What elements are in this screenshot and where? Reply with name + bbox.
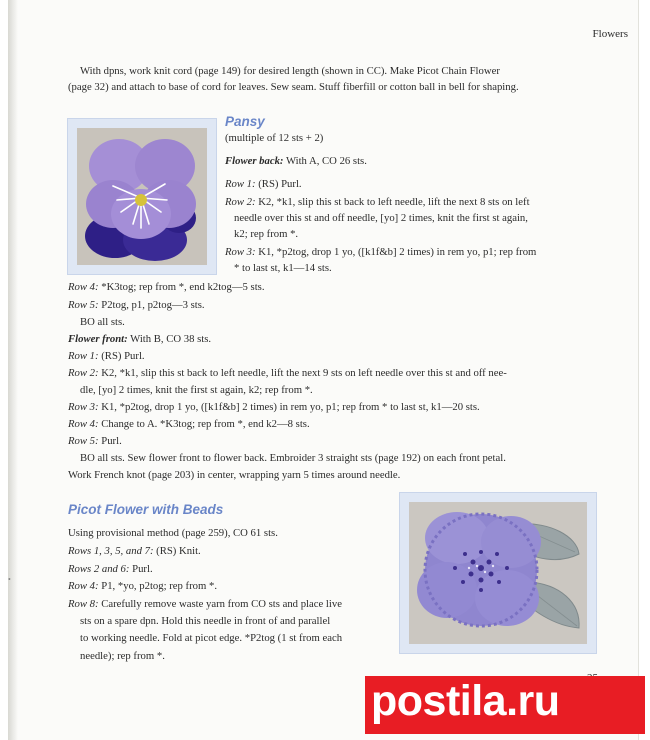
row-continuation: dle, [yo] 2 times, knit the first st again, k2; rep from *.	[80, 384, 313, 396]
row-text: Purl.	[129, 563, 153, 575]
pansy-heading: Pansy	[225, 114, 265, 129]
flower-back-text: With A, CO 26 sts.	[283, 155, 367, 167]
pansy-multiple: (multiple of 12 sts + 2)	[225, 132, 324, 144]
picot-photo	[399, 492, 597, 654]
postila-watermark	[365, 676, 645, 734]
pansy-image	[77, 128, 207, 265]
pansy-finish-line: Work French knot (page 203) in center, wrapping yarn 5 times around needle.	[68, 469, 401, 481]
row-label: Row 2:	[225, 196, 256, 208]
row-text: K2, *k1, slip this st back to left needle, lift the next 9 sts on left needle over this st and off nee-	[98, 367, 507, 379]
flower-front-text: With B, CO 38 sts.	[127, 333, 212, 345]
row-text: Purl.	[98, 435, 122, 447]
row-continuation: * to last st, k1—14 sts.	[234, 262, 332, 274]
row-text: K1, *p2tog, drop 1 yo, ([k1f&b] 2 times) in rem yo, p1; rep from	[255, 246, 537, 258]
pansy-front-row	[68, 418, 310, 431]
flower-front-label: Flower front:	[68, 333, 128, 345]
picot-flower-illustration	[409, 502, 587, 644]
pansy-finish-line: BO all sts. Sew flower front to flower back. Embroider 3 straight sts (page 192) on each front petal.	[80, 452, 506, 464]
row-label: Row 5:	[68, 435, 99, 447]
pansy-front-row	[68, 401, 480, 414]
picot-line	[68, 580, 217, 593]
row-text: K2, *k1, slip this st back to left needle, lift the next 8 sts on left	[255, 196, 530, 208]
picot-heading: Picot Flower with Beads	[68, 502, 224, 517]
picot-line: to working needle. Fold at picot edge. *P2tog (1 st from each	[80, 632, 343, 644]
pansy-flower-front	[68, 333, 211, 346]
picot-line	[68, 598, 342, 611]
watermark-text: postila.ru	[371, 677, 560, 725]
pansy-flower-back	[225, 155, 367, 168]
row-text: Using provisional method (page 259), CO 61 sts.	[68, 527, 278, 539]
row-label: Rows 2 and 6:	[68, 563, 130, 575]
pansy-photo	[67, 118, 217, 275]
picot-line: sts on a spare dpn. Hold this needle in front of and parallel	[80, 615, 331, 627]
intro-line: With dpns, work knit cord (page 149) for desired length (shown in CC). Make Picot Chain Flower	[80, 65, 500, 77]
running-head: Flowers	[592, 28, 628, 40]
row-text: (RS) Purl.	[255, 178, 302, 190]
row-label: Row 1:	[225, 178, 256, 190]
row-text: (RS) Knit.	[153, 545, 201, 557]
row-label: Row 4:	[68, 418, 99, 430]
pansy-back-row	[68, 281, 265, 294]
row-label: Row 5:	[68, 299, 99, 311]
row-continuation: needle over this st and off needle, [yo] 2 times, knit the first st again,	[234, 212, 528, 224]
pansy-front-row	[68, 350, 145, 363]
picot-line	[68, 563, 153, 576]
picot-image	[409, 502, 587, 644]
row-label: Row 2:	[68, 367, 99, 379]
row-text: *K3tog; rep from *, end k2tog—5 sts.	[98, 281, 265, 293]
row-text: Change to A. *K3tog; rep from *, end k2—8 sts.	[98, 418, 310, 430]
pansy-back-row	[225, 196, 530, 209]
pansy-front-row	[68, 367, 507, 380]
gutter-shadow	[8, 0, 18, 740]
row-text: K1, *p2tog, drop 1 yo, ([k1f&b] 2 times) in rem yo, p1; rep from * to last st, k1—20 sts.	[98, 401, 480, 413]
pansy-back-bo: BO all sts.	[80, 316, 125, 328]
row-text: (RS) Purl.	[98, 350, 145, 362]
row-label: Rows 1, 3, 5, and 7:	[68, 545, 154, 557]
pansy-back-row	[68, 299, 205, 312]
picot-line	[68, 545, 201, 558]
scan-speck: •	[8, 575, 11, 584]
pansy-illustration	[77, 128, 207, 265]
picot-line: needle); rep from *.	[80, 650, 165, 662]
row-text: P2tog, p1, p2tog—3 sts.	[98, 299, 205, 311]
row-text: P1, *yo, p2tog; rep from *.	[98, 580, 218, 592]
flower-back-label: Flower back:	[225, 155, 284, 167]
row-text: Carefully remove waste yarn from CO sts and place live	[98, 598, 342, 610]
row-label: Row 1:	[68, 350, 99, 362]
picot-line	[68, 527, 278, 540]
row-label: Row 4:	[68, 580, 99, 592]
row-label: Row 3:	[225, 246, 256, 258]
intro-line: (page 32) and attach to base of cord for leaves. Sew seam. Stuff fiberfill or cotton ball in bell for shaping.	[68, 81, 519, 93]
row-label: Row 8:	[68, 598, 99, 610]
pansy-back-row	[225, 246, 536, 259]
row-continuation: k2; rep from *.	[234, 228, 299, 240]
row-label: Row 4:	[68, 281, 99, 293]
pansy-front-row	[68, 435, 122, 448]
row-label: Row 3:	[68, 401, 99, 413]
pansy-back-row	[225, 178, 302, 191]
